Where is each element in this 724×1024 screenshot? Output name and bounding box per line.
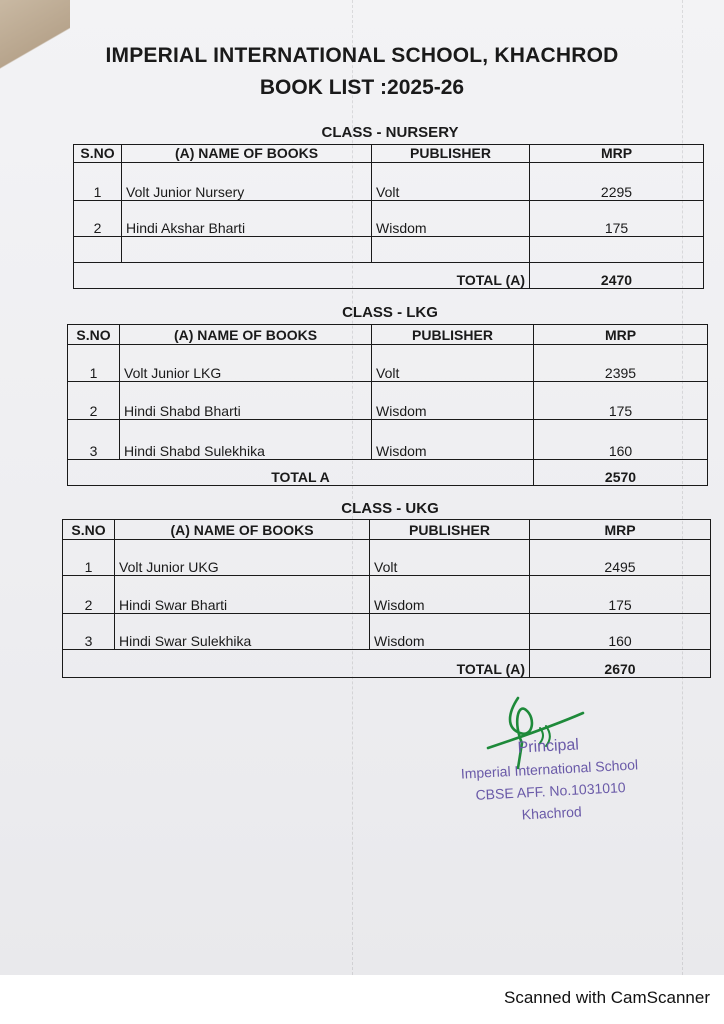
total-label: TOTAL A bbox=[68, 460, 534, 486]
sno-cell: 2 bbox=[63, 576, 115, 614]
publisher-cell: Volt bbox=[370, 540, 530, 576]
sno-cell: 1 bbox=[63, 540, 115, 576]
sno-cell: 2 bbox=[68, 382, 120, 420]
publisher-cell: Wisdom bbox=[372, 382, 534, 420]
column-header: PUBLISHER bbox=[372, 325, 534, 345]
total-row bbox=[63, 650, 711, 678]
sno-cell bbox=[74, 237, 122, 263]
book-name-cell: Hindi Shabd Bharti bbox=[120, 382, 372, 420]
ukg-table bbox=[62, 519, 711, 678]
stamp-school: Imperial International School bbox=[460, 756, 639, 782]
table-row bbox=[74, 201, 704, 237]
total-row bbox=[74, 263, 704, 289]
total-value: 2470 bbox=[530, 263, 704, 289]
book-name-cell: Volt Junior Nursery bbox=[122, 163, 372, 201]
publisher-cell: Wisdom bbox=[372, 420, 534, 460]
publisher-cell: Wisdom bbox=[370, 576, 530, 614]
column-header: MRP bbox=[530, 520, 711, 540]
sno-cell: 2 bbox=[74, 201, 122, 237]
table-header-row bbox=[63, 520, 711, 540]
camscanner-watermark: Scanned with CamScanner bbox=[503, 988, 710, 1007]
table-row bbox=[63, 576, 711, 614]
column-header: (A) NAME OF BOOKS bbox=[122, 145, 372, 163]
column-header: (A) NAME OF BOOKS bbox=[120, 325, 372, 345]
total-label: TOTAL (A) bbox=[74, 263, 530, 289]
mrp-cell: 2495 bbox=[530, 540, 711, 576]
mrp-cell: 2395 bbox=[534, 345, 708, 382]
total-value: 2570 bbox=[534, 460, 708, 486]
mrp-cell bbox=[530, 237, 704, 263]
nursery-table bbox=[73, 144, 704, 289]
stamp-city: Khachrod bbox=[521, 803, 583, 823]
principal-stamp bbox=[418, 729, 682, 830]
table-row bbox=[74, 237, 704, 263]
class-title-lkg: CLASS - LKG bbox=[342, 304, 438, 321]
school-name: IMPERIAL INTERNATIONAL SCHOOL, KHACHROD bbox=[105, 44, 619, 67]
total-label: TOTAL (A) bbox=[63, 650, 530, 678]
column-header: S.NO bbox=[63, 520, 115, 540]
sno-cell: 1 bbox=[74, 163, 122, 201]
book-name-cell: Volt Junior UKG bbox=[115, 540, 370, 576]
table-row bbox=[68, 345, 708, 382]
column-header: S.NO bbox=[74, 145, 122, 163]
column-header: PUBLISHER bbox=[372, 145, 530, 163]
publisher-cell bbox=[372, 237, 530, 263]
book-name-cell: Hindi Swar Bharti bbox=[115, 576, 370, 614]
sno-cell: 3 bbox=[63, 614, 115, 650]
stamp-affiliation: CBSE AFF. No.1031010 bbox=[475, 779, 626, 803]
class-title-nursery: CLASS - NURSERY bbox=[321, 124, 459, 141]
publisher-cell: Wisdom bbox=[370, 614, 530, 650]
publisher-cell: Wisdom bbox=[372, 201, 530, 237]
sno-cell: 3 bbox=[68, 420, 120, 460]
stamp-title: Principal bbox=[517, 736, 580, 757]
total-row bbox=[68, 460, 708, 486]
sno-cell: 1 bbox=[68, 345, 120, 382]
total-value: 2670 bbox=[530, 650, 711, 678]
mrp-cell: 175 bbox=[530, 576, 711, 614]
mrp-cell: 2295 bbox=[530, 163, 704, 201]
mrp-cell: 160 bbox=[534, 420, 708, 460]
mrp-cell: 160 bbox=[530, 614, 711, 650]
publisher-cell: Volt bbox=[372, 163, 530, 201]
table-row bbox=[74, 163, 704, 201]
book-name-cell bbox=[122, 237, 372, 263]
table-row bbox=[68, 420, 708, 460]
column-header: (A) NAME OF BOOKS bbox=[115, 520, 370, 540]
column-header: S.NO bbox=[68, 325, 120, 345]
class-title-ukg: CLASS - UKG bbox=[341, 500, 439, 517]
mrp-cell: 175 bbox=[534, 382, 708, 420]
book-name-cell: Hindi Shabd Sulekhika bbox=[120, 420, 372, 460]
lkg-table bbox=[67, 324, 708, 486]
book-name-cell: Volt Junior LKG bbox=[120, 345, 372, 382]
column-header: PUBLISHER bbox=[370, 520, 530, 540]
column-header: MRP bbox=[530, 145, 704, 163]
mrp-cell: 175 bbox=[530, 201, 704, 237]
table-row bbox=[68, 382, 708, 420]
publisher-cell: Volt bbox=[372, 345, 534, 382]
book-name-cell: Hindi Swar Sulekhika bbox=[115, 614, 370, 650]
table-header-row bbox=[74, 145, 704, 163]
book-list-title: BOOK LIST :2025-26 bbox=[259, 76, 465, 99]
table-row bbox=[63, 614, 711, 650]
column-header: MRP bbox=[534, 325, 708, 345]
table-row bbox=[63, 540, 711, 576]
book-name-cell: Hindi Akshar Bharti bbox=[122, 201, 372, 237]
table-header-row bbox=[68, 325, 708, 345]
